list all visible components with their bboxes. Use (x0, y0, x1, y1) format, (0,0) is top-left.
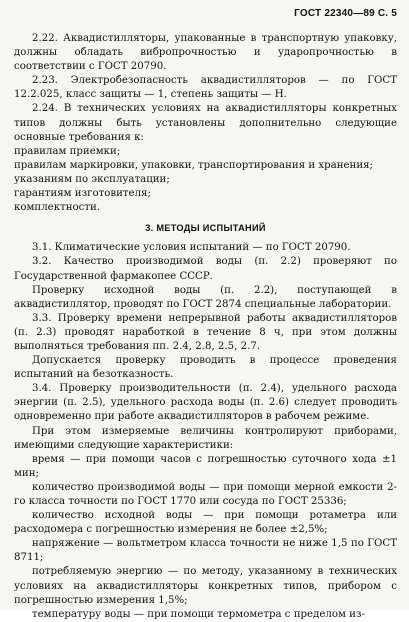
paragraph-2-22: 2.22. Аквадистилляторы, упакованные в транспортную упаковку, должны обладать вибропрочностью и ударопрочностью в соответствии с ГОСТ 20790. (14, 33, 397, 73)
paragraph-energy: потребляемую энергию — по методу, указанному в технических условиях на аквадистилляторы конкретных типов, прибором с погрешностью измерения 1,5%; (14, 566, 397, 606)
paragraph-voltage: напряжение — вольтметром класса точности не ниже 1,5 по ГОСТ 8711; (14, 538, 397, 564)
requirements-list-item: правилам приемки; (14, 145, 121, 157)
paragraph-temperature: температуру воды — при помощи термометра с пределом из- (32, 608, 365, 620)
page-header: ГОСТ 22340—89 С. 5 (294, 8, 397, 19)
requirements-list-item: гарантиям изготовителя; (14, 188, 151, 200)
requirements-list-item: комплектности. (14, 202, 101, 214)
paragraph-3-3b: Допускается проверку проводить в процессе проведения испытаний на безотказность. (14, 355, 397, 381)
requirements-list (14, 145, 397, 215)
paragraph-2-24: 2.24. В технических условиях на аквадистилляторы конкретных типов должны быть установлены дополнительно следующие основные требования к: (14, 103, 397, 143)
paragraph-source-water: количество исходной воды — при помощи ротаметра или расходомера с погрешностью измерения не более ±2,5%; (14, 510, 397, 536)
paragraph-3-4: 3.4. Проверку производительности (п. 2.4), удельного расхода энергии (п. 2.5), удельного расхода воды (п. 2.6) следует проводить одновременно при работе аквадистилляторов в рабочем режиме. (14, 383, 397, 423)
paragraph-3-3: 3.3. Проверку времени непрерывной работы аквадистилляторов (п. 2.3) проводят наработкой в течение 8 ч, при этом должны выполняться требования пп. 2.4, 2.8, 2.5, 2.7. (14, 312, 397, 352)
paragraph-3-2: 3.2. Качество производимой воды (п. 2.2) проверяют по Государственной фармакопее СССР. (14, 256, 397, 282)
paragraph-3-2b: Проверку исходной воды (п. 2.2), поступающей в аквадистиллятор, проводят по ГОСТ 2874 специальные лаборатории. (14, 284, 397, 310)
paragraph-3-4b: При этом измеряемые величины контролируют приборами, имеющими следующие характеристики: (14, 425, 397, 451)
requirements-list-item: правилам маркировки, упаковки, транспортирования и хранения; (14, 159, 373, 171)
paragraph-3-1: 3.1. Климатические условия испытаний — по ГОСТ 20790. (32, 242, 351, 254)
document-body (14, 32, 397, 622)
section-title: 3. МЕТОДЫ ИСПЫТАНИЙ (145, 223, 266, 234)
paragraph-2-23: 2.23. Электробезопасность аквадистилляторов — по ГОСТ 12.2.025, класс защиты — 1, степень защиты — Н. (14, 75, 397, 101)
paragraph-quantity: количество производимой воды — при помощи мерной емкости 2-го класса точности по ГОСТ 1770 или сосуда по ГОСТ 25336; (14, 481, 397, 507)
requirements-list-item: указаниям по эксплуатации; (14, 173, 170, 185)
paragraph-time: время — при помощи часов с погрешностью суточного хода ±1 мин; (14, 453, 397, 479)
